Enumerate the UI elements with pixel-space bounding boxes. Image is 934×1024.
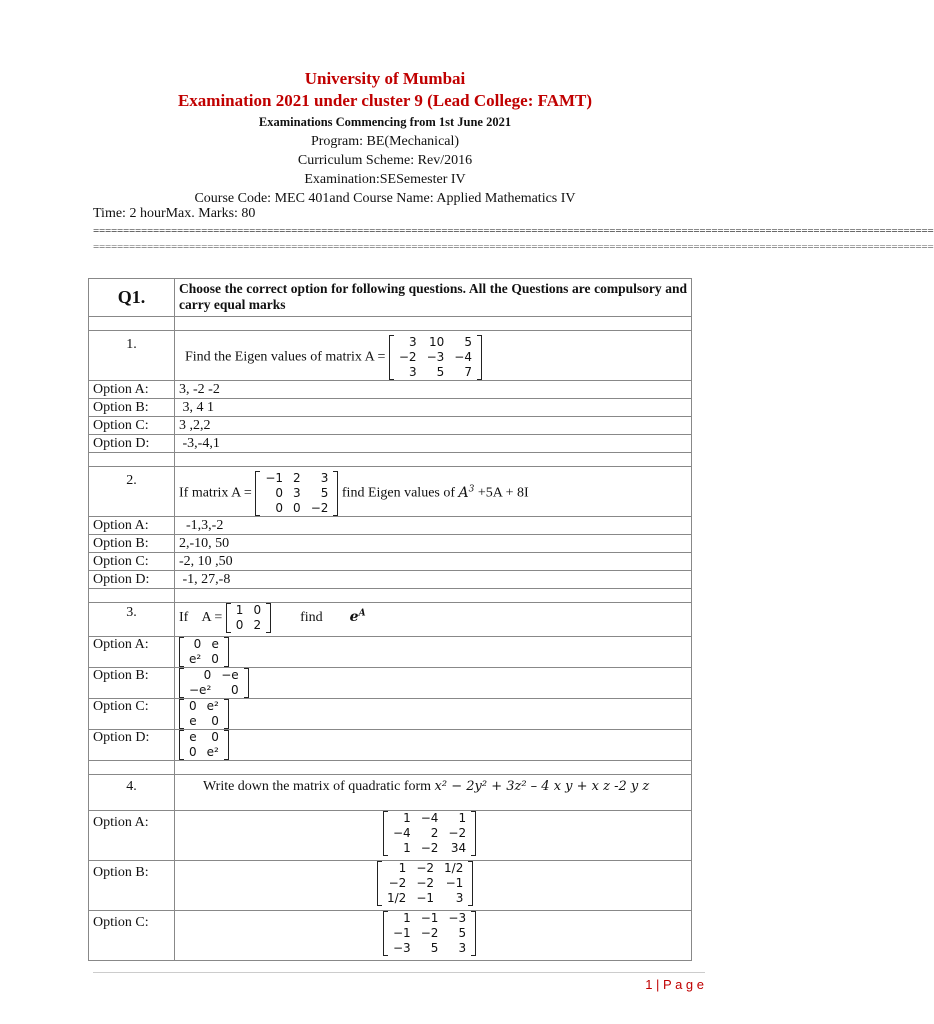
commencing-line: Examinations Commencing from 1st June 2021: [258, 115, 512, 129]
matrix-a: 3 10 5 −2 −3 −4 3 5 7: [389, 335, 482, 380]
option-label: Option C:: [89, 417, 175, 435]
option-label: Option C:: [89, 699, 175, 730]
option-label: Option A:: [89, 381, 175, 399]
option-label: Option B:: [89, 861, 175, 911]
quadratic-form: x² − 2y² + 3z² – 4 x y + x z -2 y z: [434, 779, 650, 794]
question-label: Q1.: [89, 279, 175, 317]
question-text: Write down the matrix of quadratic form: [203, 779, 432, 794]
question-text: +5A + 8I: [477, 485, 529, 501]
time-marks-line: Time: 2 hourMax. Marks: 80: [93, 206, 256, 221]
footer-divider: [93, 972, 705, 973]
option-matrix: 1 −1 −3 −1 −2 5 −3 5 3: [383, 911, 476, 956]
separator-line: ============================================================================================================================================: [93, 225, 934, 237]
question-instruction: Choose the correct option for following questions. All the Questions are compulsory and carry equal marks: [175, 279, 692, 317]
option-label: Option A:: [89, 637, 175, 668]
question-number: 2.: [89, 467, 175, 517]
option-value: -3,-4,1: [175, 435, 692, 453]
program-line: Program: BE(Mechanical): [310, 134, 460, 149]
matrix-a: 1 0 0 2: [226, 603, 271, 633]
option-matrix: 1 −4 1 −4 2 −2 1 −2 34: [383, 811, 476, 856]
option-value: 3, 4 1: [175, 399, 692, 417]
question-table: [88, 278, 692, 961]
exam-header: [0, 68, 770, 208]
option-value: -2, 10 ,50: [175, 553, 692, 571]
option-label: Option B:: [89, 668, 175, 699]
university-title: University of Mumbai: [304, 69, 466, 88]
page-number: 1 | P a g e: [645, 977, 704, 992]
question-text: If matrix A =: [179, 485, 252, 501]
question-text: Find the Eigen values of matrix A =: [185, 349, 386, 365]
option-value: -1, 27,-8: [175, 571, 692, 589]
exponential-target: $e^A$: [349, 608, 366, 626]
option-label: Option D:: [89, 435, 175, 453]
course-line: Course Code: MEC 401and Course Name: Applied Mathematics IV: [194, 191, 576, 206]
question-number: 1.: [89, 331, 175, 381]
option-matrix: 0 −e −e² 0: [179, 668, 249, 698]
option-label: Option C:: [89, 911, 175, 961]
question-text: find: [300, 610, 323, 626]
option-label: Option A:: [89, 517, 175, 535]
option-matrix: 0 e e² 0: [179, 637, 229, 667]
exam-semester-line: Examination:SESemester IV: [304, 172, 466, 187]
option-matrix: e 0 0 e²: [179, 730, 229, 760]
option-value: -1,3,-2: [175, 517, 692, 535]
question-number: 3.: [89, 603, 175, 637]
option-label: Option B:: [89, 399, 175, 417]
question-text: find Eigen values of: [341, 485, 456, 501]
option-value: 2,-10, 50: [175, 535, 692, 553]
scheme-line: Curriculum Scheme: Rev/2016: [297, 153, 473, 168]
matrix-a: −1 2 3 0 3 5 0 0 −2: [255, 471, 338, 516]
examination-title: Examination 2021 under cluster 9 (Lead College: FAMT): [177, 91, 593, 110]
option-value: 3, -2 -2: [175, 381, 692, 399]
option-value: 3 ,2,2: [175, 417, 692, 435]
separator-line-2: ============================================================================================================================================: [93, 241, 934, 253]
option-matrix: 0 e² e 0: [179, 699, 229, 729]
question-number: 4.: [89, 775, 175, 811]
option-matrix: 1 −2 1/2 −2 −2 −1 1/2 −1 3: [377, 861, 473, 906]
option-label: Option A:: [89, 811, 175, 861]
option-label: Option C:: [89, 553, 175, 571]
option-label: Option B:: [89, 535, 175, 553]
power-term: $A^3$: [458, 484, 475, 501]
question-text: If A =: [179, 610, 223, 626]
option-label: Option D:: [89, 730, 175, 761]
option-label: Option D:: [89, 571, 175, 589]
